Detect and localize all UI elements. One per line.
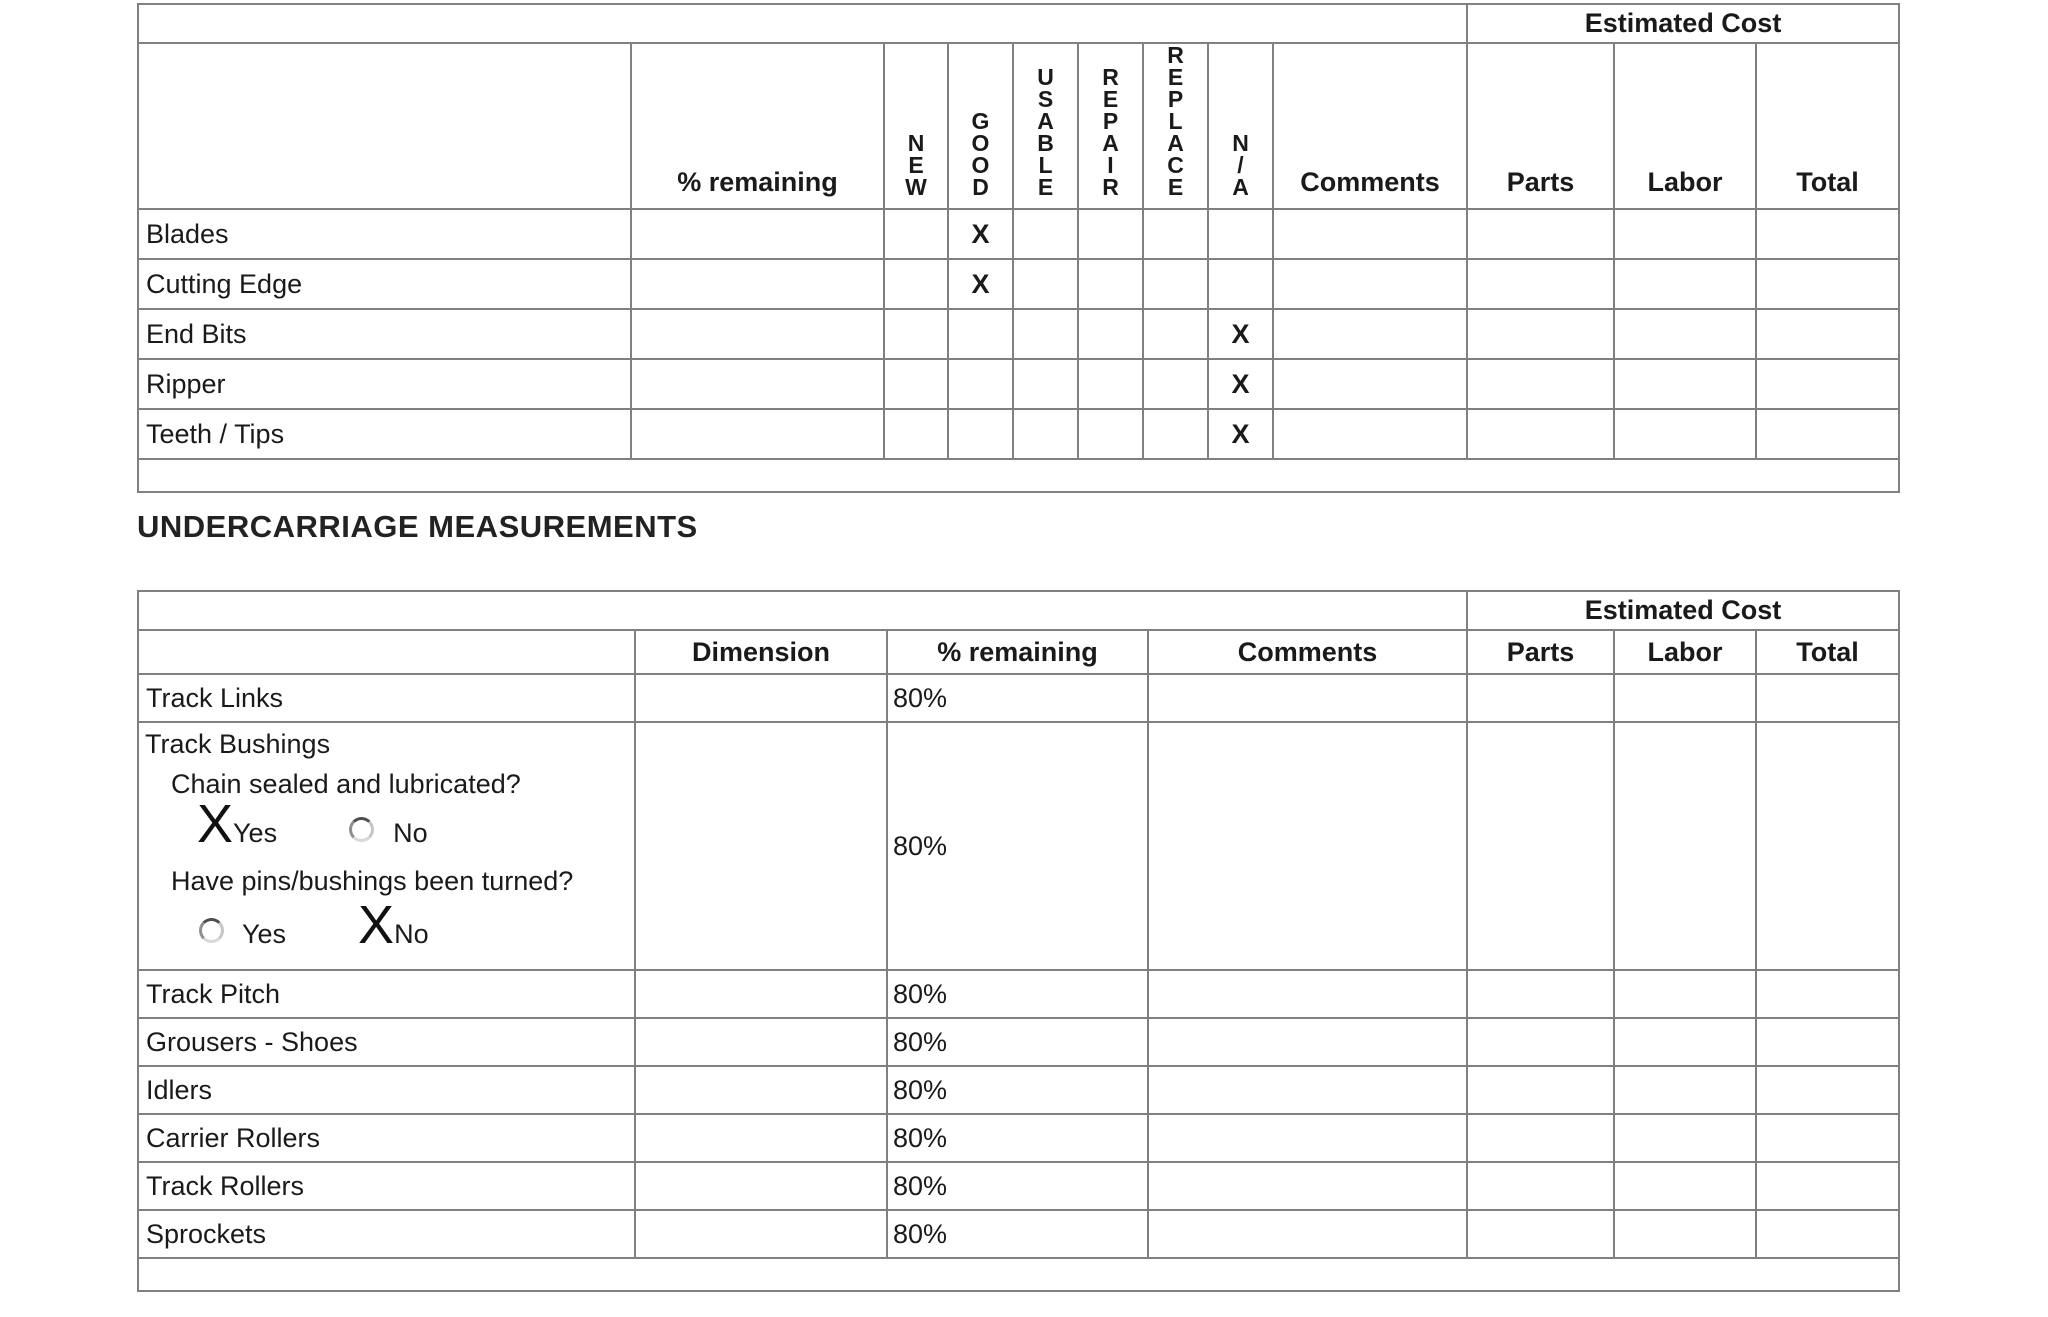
estimated-cost-header-row — [138, 591, 1899, 630]
comments-cell[interactable] — [1148, 1210, 1467, 1258]
pct-remaining-column-header: % remaining — [631, 43, 884, 209]
total-cell[interactable] — [1756, 674, 1899, 722]
question-pins-turned: Have pins/bushings been turned? — [171, 866, 574, 896]
dimension-cell[interactable] — [635, 970, 887, 1018]
parts-cell[interactable] — [1467, 209, 1614, 259]
labor-cell[interactable] — [1614, 1210, 1756, 1258]
comments-cell[interactable] — [1148, 1162, 1467, 1210]
column-header-row — [138, 630, 1899, 674]
dimension-column-header: Dimension — [635, 630, 887, 674]
repair-column-header: R E P A I R — [1078, 43, 1143, 209]
table-row-blades — [138, 209, 1899, 259]
na-checkbox-cell[interactable] — [1208, 259, 1273, 309]
new-column-header: N E W — [884, 43, 948, 209]
repair-checkbox-cell[interactable] — [1078, 259, 1143, 309]
pct-remaining-value[interactable]: 80% — [887, 674, 1148, 722]
item-label: Teeth / Tips — [138, 409, 631, 459]
good-checkbox-cell[interactable]: X — [948, 209, 1013, 259]
labor-column-header: Labor — [1614, 43, 1756, 209]
item-label: Track Bushings — [145, 729, 331, 759]
dimension-cell[interactable] — [635, 722, 887, 970]
labor-cell[interactable] — [1614, 259, 1756, 309]
labor-cell[interactable] — [1614, 1114, 1756, 1162]
item-label: Blades — [138, 209, 631, 259]
usable-checkbox-cell[interactable] — [1013, 209, 1078, 259]
total-cell[interactable] — [1756, 1066, 1899, 1114]
repair-checkbox-cell[interactable] — [1078, 409, 1143, 459]
labor-cell[interactable] — [1614, 1162, 1756, 1210]
undercarriage-measurements-table — [137, 590, 1900, 1292]
parts-cell[interactable] — [1467, 1114, 1614, 1162]
comments-cell[interactable] — [1148, 674, 1467, 722]
table-cell — [138, 1258, 1899, 1291]
table-row-carrier-rollers — [138, 1114, 1899, 1162]
q1-yes-x-mark[interactable]: X — [197, 794, 234, 854]
comments-cell[interactable] — [1148, 970, 1467, 1018]
parts-cell[interactable] — [1467, 1066, 1614, 1114]
attachment-condition-table — [137, 3, 1900, 493]
pct-remaining-cell[interactable] — [631, 359, 884, 409]
new-checkbox-cell[interactable] — [884, 409, 948, 459]
replace-checkbox-cell[interactable] — [1143, 359, 1208, 409]
dimension-cell[interactable] — [635, 1114, 887, 1162]
comments-cell[interactable] — [1273, 309, 1467, 359]
parts-cell[interactable] — [1467, 674, 1614, 722]
good-checkbox-cell[interactable]: X — [948, 259, 1013, 309]
usable-checkbox-cell[interactable] — [1013, 409, 1078, 459]
parts-cell[interactable] — [1467, 409, 1614, 459]
table-row-track-rollers — [138, 1162, 1899, 1210]
total-cell[interactable] — [1756, 1162, 1899, 1210]
q1-no-label[interactable]: No — [393, 818, 428, 848]
repair-checkbox-cell[interactable] — [1078, 209, 1143, 259]
labor-cell[interactable] — [1614, 359, 1756, 409]
na-checkbox-cell[interactable] — [1208, 209, 1273, 259]
na-checkbox-cell[interactable]: X — [1208, 309, 1273, 359]
labor-cell[interactable] — [1614, 1066, 1756, 1114]
estimated-cost-header-row — [138, 4, 1899, 43]
q1-no-radio[interactable] — [349, 817, 374, 842]
new-checkbox-cell[interactable] — [884, 209, 948, 259]
table-row-cutting-edge — [138, 259, 1899, 309]
parts-cell[interactable] — [1467, 309, 1614, 359]
parts-column-header: Parts — [1467, 630, 1614, 674]
dimension-cell[interactable] — [635, 674, 887, 722]
total-cell[interactable] — [1756, 309, 1899, 359]
table-row-sprockets — [138, 1210, 1899, 1258]
question-chain-sealed-options — [145, 794, 634, 854]
comments-cell[interactable] — [1273, 209, 1467, 259]
dimension-cell[interactable] — [635, 1018, 887, 1066]
column-header-row — [138, 43, 1899, 209]
table-cell — [138, 591, 1467, 630]
table-cell — [138, 459, 1899, 492]
estimated-cost-header: Estimated Cost — [1467, 591, 1899, 630]
usable-checkbox-cell[interactable] — [1013, 259, 1078, 309]
good-checkbox-cell[interactable] — [948, 359, 1013, 409]
pct-remaining-value[interactable]: 80% — [887, 722, 1148, 970]
comments-cell[interactable] — [1148, 722, 1467, 970]
labor-cell[interactable] — [1614, 309, 1756, 359]
item-label: Sprockets — [138, 1210, 635, 1258]
labor-cell[interactable] — [1614, 970, 1756, 1018]
table-row-end-bits — [138, 309, 1899, 359]
pct-remaining-cell[interactable] — [631, 409, 884, 459]
comments-cell[interactable] — [1148, 1066, 1467, 1114]
total-cell[interactable] — [1756, 259, 1899, 309]
total-cell[interactable] — [1756, 1210, 1899, 1258]
parts-cell[interactable] — [1467, 970, 1614, 1018]
parts-cell[interactable] — [1467, 1162, 1614, 1210]
item-label: Carrier Rollers — [138, 1114, 635, 1162]
replace-checkbox-cell[interactable] — [1143, 259, 1208, 309]
q1-yes-label[interactable]: Yes — [233, 818, 278, 848]
replace-column-header: R E P L A C E — [1143, 43, 1208, 209]
new-checkbox-cell[interactable] — [884, 359, 948, 409]
usable-checkbox-cell[interactable] — [1013, 359, 1078, 409]
item-label: Idlers — [138, 1066, 635, 1114]
question-pins-turned-options — [145, 895, 634, 955]
parts-cell[interactable] — [1467, 722, 1614, 970]
table-row-track-pitch — [138, 970, 1899, 1018]
comments-cell[interactable] — [1273, 359, 1467, 409]
q2-no-x-mark[interactable]: X — [358, 895, 395, 955]
replace-checkbox-cell[interactable] — [1143, 409, 1208, 459]
dimension-cell[interactable] — [635, 1066, 887, 1114]
pct-remaining-value[interactable]: 80% — [887, 970, 1148, 1018]
repair-checkbox-cell[interactable] — [1078, 309, 1143, 359]
labor-cell[interactable] — [1614, 1018, 1756, 1066]
usable-column-header: U S A B L E — [1013, 43, 1078, 209]
comments-column-header: Comments — [1273, 43, 1467, 209]
item-column-header — [138, 43, 631, 209]
table-row-idlers — [138, 1066, 1899, 1114]
comments-cell[interactable] — [1273, 409, 1467, 459]
parts-cell[interactable] — [1467, 1018, 1614, 1066]
item-label: Track Rollers — [138, 1162, 635, 1210]
pct-remaining-cell[interactable] — [631, 309, 884, 359]
good-checkbox-cell[interactable] — [948, 409, 1013, 459]
pct-remaining-value[interactable]: 80% — [887, 1066, 1148, 1114]
total-column-header: Total — [1756, 43, 1899, 209]
section-heading: UNDERCARRIAGE MEASUREMENTS — [137, 509, 698, 544]
dimension-cell[interactable] — [635, 1210, 887, 1258]
table-row-teeth-tips — [138, 409, 1899, 459]
item-label: End Bits — [138, 309, 631, 359]
total-cell[interactable] — [1756, 1114, 1899, 1162]
parts-column-header: Parts — [1467, 43, 1614, 209]
question-chain-sealed: Chain sealed and lubricated? — [171, 769, 521, 799]
na-checkbox-cell[interactable]: X — [1208, 359, 1273, 409]
pct-remaining-cell[interactable] — [631, 209, 884, 259]
item-column-header — [138, 630, 635, 674]
na-checkbox-cell[interactable]: X — [1208, 409, 1273, 459]
labor-cell[interactable] — [1614, 674, 1756, 722]
labor-cell[interactable] — [1614, 209, 1756, 259]
labor-column-header: Labor — [1614, 630, 1756, 674]
pct-remaining-column-header: % remaining — [887, 630, 1148, 674]
total-cell[interactable] — [1756, 209, 1899, 259]
estimated-cost-header: Estimated Cost — [1467, 4, 1899, 43]
comments-cell[interactable] — [1273, 259, 1467, 309]
parts-cell[interactable] — [1467, 1210, 1614, 1258]
usable-checkbox-cell[interactable] — [1013, 309, 1078, 359]
table-row-track-links — [138, 674, 1899, 722]
comments-cell[interactable] — [1148, 1018, 1467, 1066]
total-cell[interactable] — [1756, 359, 1899, 409]
na-column-header: N / A — [1208, 43, 1273, 209]
total-column-header: Total — [1756, 630, 1899, 674]
item-label: Grousers - Shoes — [138, 1018, 635, 1066]
item-label: Ripper — [138, 359, 631, 409]
item-label: Cutting Edge — [138, 259, 631, 309]
new-checkbox-cell[interactable] — [884, 309, 948, 359]
repair-checkbox-cell[interactable] — [1078, 359, 1143, 409]
dimension-cell[interactable] — [635, 1162, 887, 1210]
item-label: Track Pitch — [138, 970, 635, 1018]
replace-checkbox-cell[interactable] — [1143, 209, 1208, 259]
pct-remaining-cell[interactable] — [631, 259, 884, 309]
comments-column-header: Comments — [1148, 630, 1467, 674]
q2-yes-radio[interactable] — [199, 918, 224, 943]
total-cell[interactable] — [1756, 970, 1899, 1018]
replace-checkbox-cell[interactable] — [1143, 309, 1208, 359]
comments-cell[interactable] — [1148, 1114, 1467, 1162]
table-cell — [138, 4, 1467, 43]
good-checkbox-cell[interactable] — [948, 309, 1013, 359]
pct-remaining-value[interactable]: 80% — [887, 1162, 1148, 1210]
parts-cell[interactable] — [1467, 259, 1614, 309]
parts-cell[interactable] — [1467, 359, 1614, 409]
q2-yes-label[interactable]: Yes — [242, 919, 287, 949]
item-label: Track Links — [138, 674, 635, 722]
track-bushings-cell — [138, 722, 635, 970]
pct-remaining-value[interactable]: 80% — [887, 1210, 1148, 1258]
new-checkbox-cell[interactable] — [884, 259, 948, 309]
good-column-header: G O O D — [948, 43, 1013, 209]
q2-no-label[interactable]: No — [394, 919, 429, 949]
table-row-ripper — [138, 359, 1899, 409]
empty-spacer-row — [138, 459, 1899, 492]
pct-remaining-value[interactable]: 80% — [887, 1018, 1148, 1066]
pct-remaining-value[interactable]: 80% — [887, 1114, 1148, 1162]
total-cell[interactable] — [1756, 409, 1899, 459]
total-cell[interactable] — [1756, 722, 1899, 970]
table-row-grousers-shoes — [138, 1018, 1899, 1066]
total-cell[interactable] — [1756, 1018, 1899, 1066]
table-row-track-bushings — [138, 722, 1899, 970]
empty-spacer-row — [138, 1258, 1899, 1291]
labor-cell[interactable] — [1614, 722, 1756, 970]
labor-cell[interactable] — [1614, 409, 1756, 459]
